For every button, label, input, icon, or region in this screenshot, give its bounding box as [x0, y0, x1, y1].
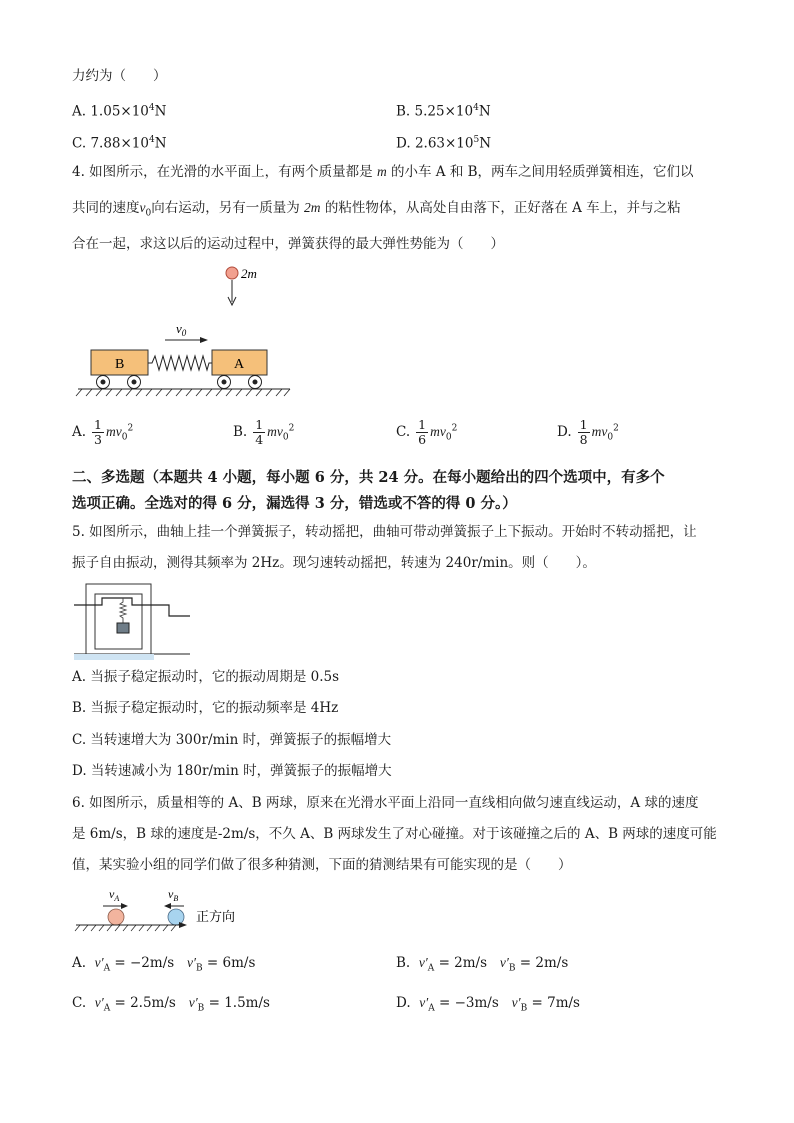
va-label: $v_A$	[109, 887, 120, 903]
q3-option-c[interactable]: C. $7.88\times 10^4N$	[72, 135, 167, 152]
vb-label: $v_B$	[168, 887, 179, 903]
section2-heading-line1: 二、多选题（本题共 4 小题，每小题 6 分，共 24 分。在每小题给出的四个选项中，有多个	[72, 469, 665, 486]
ball-a	[108, 909, 124, 925]
falling-mass-label: 2m	[241, 266, 257, 281]
q3-option-a[interactable]: A. $1.05\times 10^4N$	[72, 103, 167, 120]
oscillator-spring	[120, 598, 126, 623]
q6-option-b[interactable]: B. $v'_A = 2m/s$ $v'_B = 2m/s$	[396, 955, 569, 974]
q4-option-c[interactable]: C. $\frac{1}{6}$ $mv_0^2$	[396, 417, 458, 447]
q5-stem-line2: 振子自由振动，测得其频率为 2Hz。现匀速转动摇把，转速为 240r/min。则（ ）。	[72, 555, 596, 571]
q6-stem-line2: 是 6m/s，B 球的速度是-2m/s，不久 A、B 两球发生了对心碰撞。对于该碰撞之后的 A、B 两球的速度可能	[72, 826, 717, 842]
falling-mass-ball	[226, 267, 238, 279]
q4-stem-line1: 4. 如图所示，在光滑的水平面上，有两个质量都是 m 的小车 A 和 B，两车之间用轻质弹簧相连，它们以	[72, 164, 694, 180]
q4-cart-figure	[72, 262, 312, 402]
q6-collision-figure	[72, 884, 262, 939]
q3-option-d[interactable]: D. $2.63\times 10^5N$	[396, 135, 492, 152]
q5-stem-line1: 5. 如图所示，曲轴上挂一个弹簧振子，转动摇把，曲轴可带动弹簧振子上下振动。开始时不转动摇把，让	[72, 524, 697, 540]
direction-label: 正方向	[196, 909, 236, 924]
q6-stem-line1: 6. 如图所示，质量相等的 A、B 两球，原来在光滑水平面上沿同一直线相向做匀速直线运动，A 球的速度	[72, 795, 699, 811]
q6-option-a[interactable]: A. $v'_A = -2m/s$ $v'_B = 6m/s$	[72, 955, 256, 974]
crankshaft	[74, 598, 190, 616]
section2-heading-line2: 选项正确。全选对的得 6 分，漏选得 3 分，错选或不答的得 0 分。）	[72, 495, 517, 512]
q6-option-d[interactable]: D. $v'_A = -3m/s$ $v'_B = 7m/s$	[396, 995, 580, 1014]
oscillator-block	[117, 623, 129, 633]
q4-stem-line3: 合在一起，求这以后的运动过程中，弹簧获得的最大弹性势能为（ ）	[72, 236, 504, 252]
q5-option-d[interactable]: D. 当转速减小为 180r/min 时，弹簧振子的振幅增大	[72, 763, 392, 779]
velocity-label: $v_0$	[176, 321, 187, 338]
q5-option-b[interactable]: B. 当振子稳定振动时，它的振动频率是 4Hz	[72, 700, 339, 716]
base-ground	[74, 654, 154, 660]
q5-option-c[interactable]: C. 当转速增大为 300r/min 时，弹簧振子的振幅增大	[72, 732, 392, 748]
ball-b	[168, 909, 184, 925]
svg-text:B: B	[115, 357, 125, 372]
spring	[148, 356, 212, 370]
q4-option-a[interactable]: A. $\frac{1}{3}$ $mv_0^2$	[72, 417, 134, 447]
q3-stem-tail: 力约为（ ）	[72, 68, 167, 84]
ground-hatch	[76, 389, 290, 396]
wheels	[97, 376, 262, 389]
q5-option-a[interactable]: A. 当振子稳定振动时，它的振动周期是 0.5s	[72, 669, 340, 685]
q5-crankshaft-figure	[72, 582, 202, 662]
q4-stem-line2: 共同的速度$v_0$向右运动，另有一质量为 2m 的粘性物体，从高处自由落下，正好落在 A 车上，并与之粘	[72, 200, 681, 219]
q3-option-b[interactable]: B. $5.25\times 10^4N$	[396, 103, 491, 120]
q6-stem-line3: 值，某实验小组的同学们做了很多种猜测，下面的猜测结果有可能实现的是（ ）	[72, 857, 572, 873]
q6-option-c[interactable]: C. $v'_A = 2.5m/s$ $v'_B = 1.5m/s$	[72, 995, 270, 1014]
svg-text:A: A	[234, 357, 245, 372]
q4-option-b[interactable]: B. $\frac{1}{4}$ $mv_0^2$	[233, 417, 295, 447]
q4-option-d[interactable]: D. $\frac{1}{8}$ $mv_0^2$	[557, 417, 619, 447]
